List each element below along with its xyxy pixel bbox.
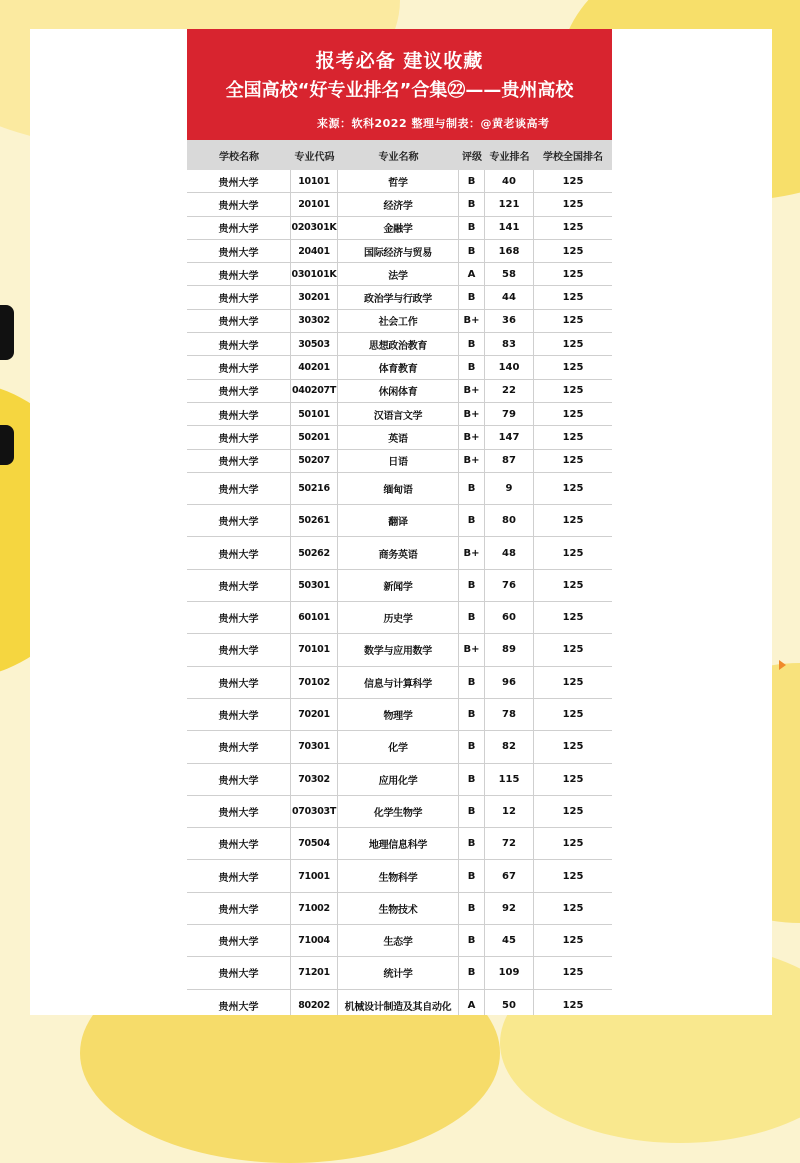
major-name-cell: 政治学与行政学 <box>338 286 459 308</box>
major-name-cell: 商务英语 <box>338 537 459 568</box>
major-code-cell: 50207 <box>291 450 338 472</box>
major-rank-cell: 44 <box>485 286 534 308</box>
major-rank-cell: 72 <box>485 828 534 859</box>
table-row <box>187 310 612 333</box>
grade-cell: B <box>459 699 485 730</box>
school-name-cell: 贵州大学 <box>187 731 291 762</box>
school-name-cell: 贵州大学 <box>187 537 291 568</box>
grade-cell: A <box>459 990 485 1015</box>
major-name-cell: 经济学 <box>338 193 459 215</box>
school-name-cell: 贵州大学 <box>187 217 291 239</box>
major-rank-cell: 141 <box>485 217 534 239</box>
table-row <box>187 602 612 634</box>
table-row <box>187 634 612 666</box>
grade-cell: B <box>459 505 485 536</box>
table-row <box>187 957 612 989</box>
grade-cell: B <box>459 764 485 795</box>
major-code-cell: 70101 <box>291 634 338 665</box>
major-rank-cell: 48 <box>485 537 534 568</box>
major-name-cell: 机械设计制造及其自动化 <box>338 990 459 1015</box>
school-rank-cell: 125 <box>562 483 584 494</box>
major-name-cell: 金融学 <box>338 217 459 239</box>
grade-cell: B+ <box>459 380 485 402</box>
major-rank-cell: 87 <box>485 450 534 472</box>
major-rank-cell: 96 <box>485 667 534 698</box>
major-rank-cell: 50 <box>485 990 534 1015</box>
table-row <box>187 217 612 240</box>
grade-cell: B <box>459 667 485 698</box>
school-name-cell: 贵州大学 <box>187 990 291 1015</box>
table-row <box>187 263 612 286</box>
major-rank-cell: 147 <box>485 426 534 448</box>
decorative-mark <box>0 425 14 465</box>
major-name-cell: 汉语言文学 <box>338 403 459 425</box>
banner-line1: 报考必备 建议收藏 <box>315 50 484 72</box>
school-rank-cell: 125 <box>562 709 584 721</box>
table-row <box>187 426 612 449</box>
school-rank-cell: 125 <box>562 338 584 350</box>
major-rank-cell: 92 <box>485 893 534 924</box>
grade-cell: A <box>459 263 485 285</box>
table-row <box>187 925 612 957</box>
grade-cell: B <box>459 796 485 827</box>
major-name-cell: 生态学 <box>338 925 459 956</box>
school-rank-cell: 125 <box>562 431 584 443</box>
major-name-cell: 翻译 <box>338 505 459 536</box>
table-row <box>187 537 612 569</box>
school-name-cell: 贵州大学 <box>187 310 291 332</box>
major-name-cell: 体育教育 <box>338 356 459 378</box>
grade-cell: B <box>459 170 485 192</box>
major-name-cell: 英语 <box>338 426 459 448</box>
school-name-cell: 贵州大学 <box>187 403 291 425</box>
grade-cell: B <box>459 217 485 239</box>
major-code-cell: 20101 <box>291 193 338 215</box>
column-header: 学校全国排名 <box>543 151 603 163</box>
major-code-cell: 50301 <box>291 570 338 601</box>
major-name-cell: 物理学 <box>338 699 459 730</box>
major-rank-cell: 80 <box>485 505 534 536</box>
school-rank-cell: 125 <box>562 999 584 1011</box>
major-code-cell: 70102 <box>291 667 338 698</box>
school-name-cell: 贵州大学 <box>187 240 291 262</box>
table-row <box>187 505 612 537</box>
school-name-cell: 贵州大学 <box>187 473 291 504</box>
table-row <box>187 473 612 505</box>
major-rank-cell: 45 <box>485 925 534 956</box>
major-code-cell: 71004 <box>291 925 338 956</box>
major-code-cell: 30201 <box>291 286 338 308</box>
school-rank-cell: 125 <box>562 644 584 656</box>
major-code-cell: 80202 <box>291 990 338 1015</box>
decorative-mark <box>0 305 14 360</box>
major-code-cell: 040207T <box>291 380 338 402</box>
major-rank-cell: 78 <box>485 699 534 730</box>
school-name-cell: 贵州大学 <box>187 570 291 601</box>
major-rank-cell: 22 <box>485 380 534 402</box>
school-name-cell: 贵州大学 <box>187 667 291 698</box>
column-header: 专业排名 <box>489 151 530 163</box>
major-name-cell: 生物科学 <box>338 860 459 891</box>
school-rank-cell: 125 <box>562 805 584 817</box>
table-row <box>187 764 612 796</box>
school-name-cell: 贵州大学 <box>187 796 291 827</box>
school-name-cell: 贵州大学 <box>187 634 291 665</box>
school-name-cell: 贵州大学 <box>187 828 291 859</box>
school-rank-cell: 125 <box>562 967 584 979</box>
major-code-cell: 70302 <box>291 764 338 795</box>
school-rank-cell: 125 <box>562 198 584 210</box>
major-code-cell: 020301K <box>291 217 338 239</box>
school-rank-cell: 125 <box>562 455 584 467</box>
grade-cell: B <box>459 193 485 215</box>
school-rank-cell: 125 <box>562 902 584 914</box>
major-rank-cell: 12 <box>485 796 534 827</box>
major-rank-cell: 109 <box>485 957 534 988</box>
grade-cell: B <box>459 333 485 355</box>
school-name-cell: 贵州大学 <box>187 699 291 730</box>
major-name-cell: 新闻学 <box>338 570 459 601</box>
major-code-cell: 50262 <box>291 537 338 568</box>
column-header: 专业代码 <box>294 151 335 163</box>
major-code-cell: 070303T <box>291 796 338 827</box>
major-name-cell: 缅甸语 <box>338 473 459 504</box>
major-rank-cell: 60 <box>485 602 534 633</box>
major-name-cell: 法学 <box>338 263 459 285</box>
major-code-cell: 30302 <box>291 310 338 332</box>
table-row <box>187 286 612 309</box>
grade-cell: B <box>459 925 485 956</box>
school-name-cell: 贵州大学 <box>187 333 291 355</box>
table-row <box>187 380 612 403</box>
arrow-icon <box>779 660 786 670</box>
table-row <box>187 333 612 356</box>
major-code-cell: 50216 <box>291 473 338 504</box>
major-name-cell: 应用化学 <box>338 764 459 795</box>
major-code-cell: 40201 <box>291 356 338 378</box>
grade-cell: B <box>459 860 485 891</box>
major-name-cell: 化学 <box>338 731 459 762</box>
major-code-cell: 71001 <box>291 860 338 891</box>
major-name-cell: 休闲体育 <box>338 380 459 402</box>
grade-cell: B+ <box>459 426 485 448</box>
school-rank-cell: 125 <box>562 547 584 559</box>
school-name-cell: 贵州大学 <box>187 860 291 891</box>
grade-cell: B <box>459 356 485 378</box>
table-row <box>187 828 612 860</box>
major-code-cell: 70504 <box>291 828 338 859</box>
major-code-cell: 50201 <box>291 426 338 448</box>
banner-title: 全国高校“好专业排名”合集㉒——贵州高校 <box>225 80 574 101</box>
school-rank-cell: 125 <box>562 245 584 257</box>
school-name-cell: 贵州大学 <box>187 380 291 402</box>
major-rank-cell: 121 <box>485 193 534 215</box>
grade-cell: B+ <box>459 310 485 332</box>
major-code-cell: 10101 <box>291 170 338 192</box>
major-name-cell: 化学生物学 <box>338 796 459 827</box>
school-rank-cell: 125 <box>562 935 584 947</box>
major-code-cell: 71002 <box>291 893 338 924</box>
column-header: 专业名称 <box>378 151 419 163</box>
school-name-cell: 贵州大学 <box>187 957 291 988</box>
school-name-cell: 贵州大学 <box>187 925 291 956</box>
grade-cell: B <box>459 286 485 308</box>
table-row <box>187 667 612 699</box>
major-name-cell: 信息与计算科学 <box>338 667 459 698</box>
column-header: 学校名称 <box>219 151 259 163</box>
school-name-cell: 贵州大学 <box>187 893 291 924</box>
major-name-cell: 数学与应用数学 <box>338 634 459 665</box>
school-name-cell: 贵州大学 <box>187 193 291 215</box>
school-rank-cell: 125 <box>562 612 584 624</box>
school-rank-cell: 125 <box>562 362 584 374</box>
table-row <box>187 450 612 473</box>
school-name-cell: 贵州大学 <box>187 602 291 633</box>
table-row <box>187 860 612 892</box>
major-name-cell: 社会工作 <box>338 310 459 332</box>
grade-cell: B <box>459 893 485 924</box>
school-rank-cell: 125 <box>562 579 584 591</box>
grade-cell: B <box>459 828 485 859</box>
grade-cell: B+ <box>459 537 485 568</box>
major-rank-cell: 58 <box>485 263 534 285</box>
school-rank-cell: 125 <box>562 408 584 420</box>
grade-cell: B <box>459 957 485 988</box>
grade-cell: B <box>459 240 485 262</box>
major-rank-cell: 36 <box>485 310 534 332</box>
major-code-cell: 71201 <box>291 957 338 988</box>
table-row <box>187 796 612 828</box>
school-rank-cell: 125 <box>562 773 584 785</box>
table-row <box>187 356 612 379</box>
major-code-cell: 50261 <box>291 505 338 536</box>
grade-cell: B+ <box>459 450 485 472</box>
table-row <box>187 990 612 1015</box>
major-rank-cell: 83 <box>485 333 534 355</box>
major-code-cell: 20401 <box>291 240 338 262</box>
major-rank-cell: 82 <box>485 731 534 762</box>
grade-cell: B <box>459 602 485 633</box>
table-row <box>187 193 612 216</box>
table-body <box>187 170 612 1015</box>
school-rank-cell: 125 <box>562 292 584 304</box>
major-rank-cell: 40 <box>485 170 534 192</box>
table-row <box>187 240 612 263</box>
major-rank-cell: 76 <box>485 570 534 601</box>
school-rank-cell: 125 <box>562 838 584 850</box>
major-code-cell: 50101 <box>291 403 338 425</box>
grade-cell: B <box>459 731 485 762</box>
major-code-cell: 030101K <box>291 263 338 285</box>
major-rank-cell: 67 <box>485 860 534 891</box>
major-name-cell: 地理信息科学 <box>338 828 459 859</box>
table-row <box>187 731 612 763</box>
school-rank-cell: 125 <box>562 676 584 688</box>
school-rank-cell: 125 <box>562 870 584 882</box>
major-code-cell: 30503 <box>291 333 338 355</box>
major-rank-cell: 89 <box>485 634 534 665</box>
major-rank-cell: 79 <box>485 403 534 425</box>
table-row <box>187 570 612 602</box>
school-rank-cell: 125 <box>562 175 584 187</box>
major-name-cell: 国际经济与贸易 <box>338 240 459 262</box>
major-rank-cell: 9 <box>485 473 534 504</box>
major-name-cell: 思想政治教育 <box>338 333 459 355</box>
major-name-cell: 统计学 <box>338 957 459 988</box>
title-banner <box>187 29 612 140</box>
school-rank-cell: 125 <box>562 515 584 527</box>
major-name-cell: 哲学 <box>338 170 459 192</box>
grade-cell: B <box>459 570 485 601</box>
school-rank-cell: 125 <box>562 741 584 753</box>
school-rank-cell: 125 <box>562 385 584 397</box>
banner-source: 来源：软科2022 整理与制表：@黄老谈高考 <box>317 117 550 130</box>
major-rank-cell: 140 <box>485 356 534 378</box>
school-name-cell: 贵州大学 <box>187 426 291 448</box>
major-code-cell: 60101 <box>291 602 338 633</box>
grade-cell: B+ <box>459 403 485 425</box>
school-name-cell: 贵州大学 <box>187 505 291 536</box>
table-row <box>187 699 612 731</box>
major-name-cell: 日语 <box>338 450 459 472</box>
table-row <box>187 170 612 193</box>
ranking-document <box>187 29 612 1015</box>
major-rank-cell: 115 <box>485 764 534 795</box>
grade-cell: B+ <box>459 634 485 665</box>
major-code-cell: 70201 <box>291 699 338 730</box>
school-name-cell: 贵州大学 <box>187 170 291 192</box>
major-name-cell: 生物技术 <box>338 893 459 924</box>
school-name-cell: 贵州大学 <box>187 356 291 378</box>
school-name-cell: 贵州大学 <box>187 450 291 472</box>
table-header <box>187 140 612 170</box>
table-row <box>187 403 612 426</box>
school-name-cell: 贵州大学 <box>187 263 291 285</box>
school-name-cell: 贵州大学 <box>187 286 291 308</box>
major-name-cell: 历史学 <box>338 602 459 633</box>
school-rank-cell: 125 <box>562 315 584 327</box>
grade-cell: B <box>459 473 485 504</box>
school-rank-cell: 125 <box>562 268 584 280</box>
major-rank-cell: 168 <box>485 240 534 262</box>
school-rank-cell: 125 <box>562 222 584 234</box>
school-name-cell: 贵州大学 <box>187 764 291 795</box>
major-code-cell: 70301 <box>291 731 338 762</box>
table-row <box>187 893 612 925</box>
column-header: 评级 <box>462 151 482 163</box>
